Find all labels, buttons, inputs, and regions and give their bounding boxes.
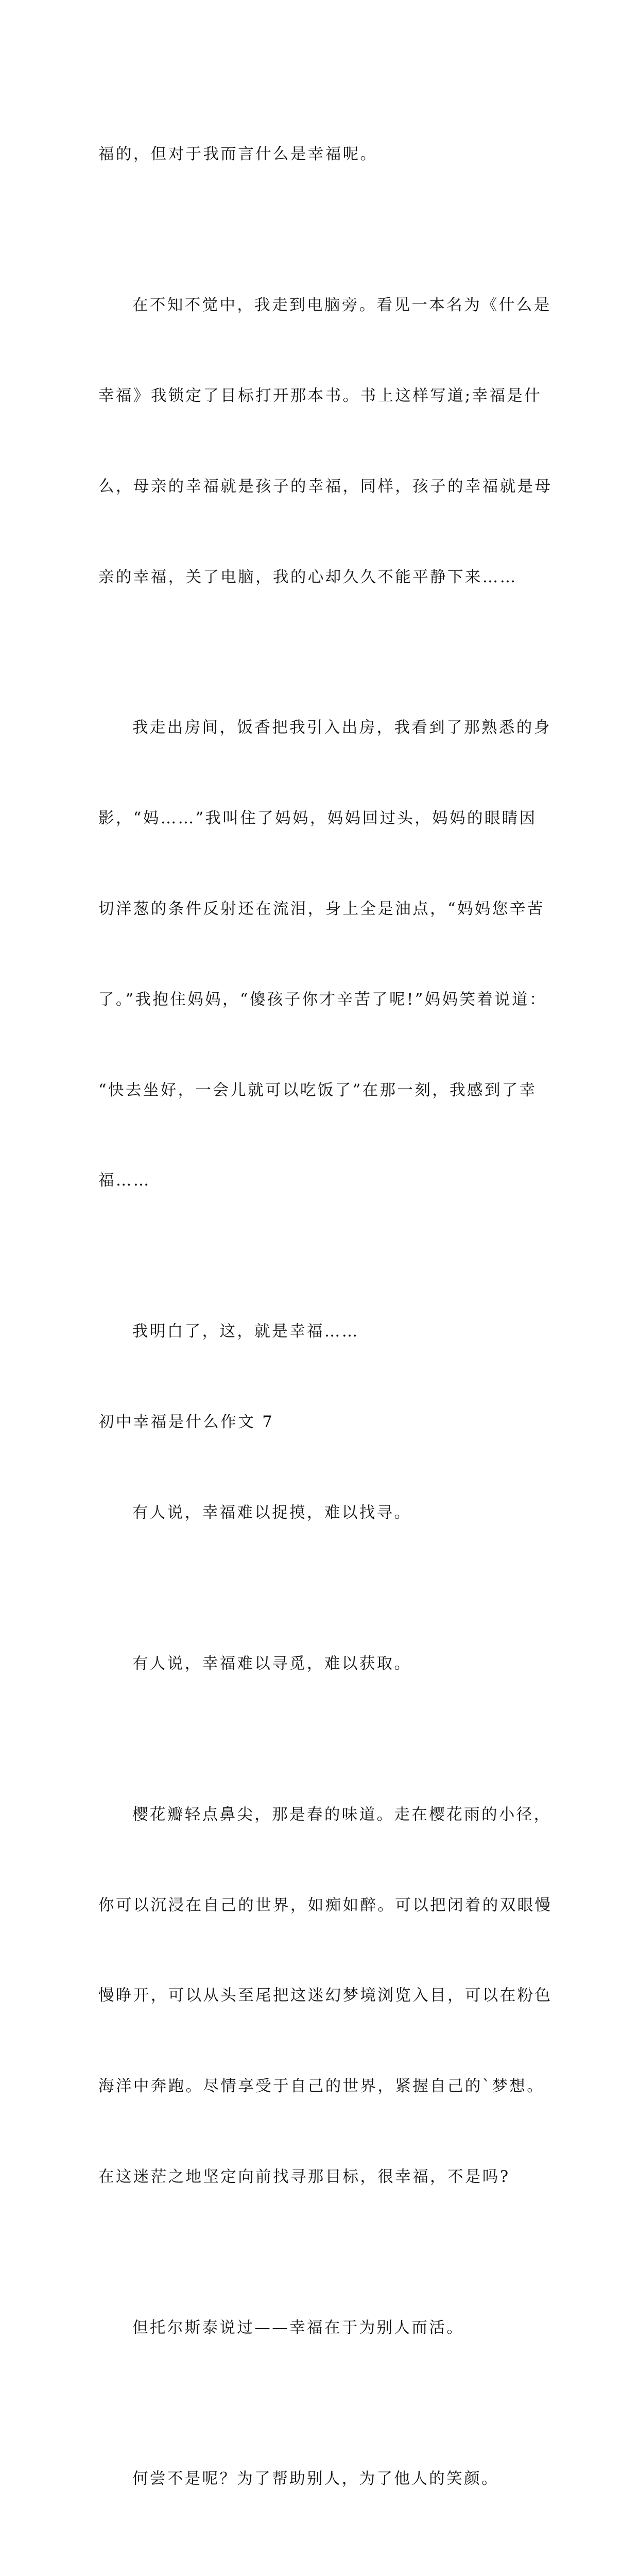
paragraph (98, 1257, 562, 1408)
text-line: 樱花瓣轻点鼻尖，那是春的味道。走在樱花雨的小径， (132, 1805, 551, 1824)
text-line: 我走出房间，饭香把我引入出房，我看到了那熟悉的身 (132, 719, 551, 737)
text-line: “快去坐好，一会儿就可以吃饭了”在那一刻，我感到了幸 (98, 1081, 537, 1099)
text-line: 你可以沉浸在自己的世界，如痴如醉。可以把闭着的双眼慢 (98, 1896, 552, 1914)
document-page (98, 79, 562, 2576)
heading-text: 初中幸福是什么作文 7 (98, 1413, 274, 1432)
text-line: 何尝不是呢？为了帮助别人，为了他人的笑颜。 (132, 2469, 499, 2488)
text-line: 么，母亲的幸福就是孩子的幸福，同样，孩子的幸福就是母 (98, 477, 552, 496)
text-line: 但托尔斯泰说过——幸福在于为别人而活。 (132, 2318, 464, 2337)
text-line: 福…… (98, 1172, 151, 1190)
text-line: 我明白了，这，就是幸福…… (132, 1323, 359, 1341)
section-heading (98, 1408, 562, 1438)
paragraph (98, 2253, 562, 2404)
text-line: 了。”我抱住妈妈，“傻孩子你才辛苦了呢!”妈妈笑着说道： (98, 990, 547, 1009)
text-line: 福的，但对于我而言什么是幸福呢。 (98, 145, 378, 164)
paragraph (98, 2404, 562, 2555)
paragraph (98, 79, 562, 230)
paragraph (98, 2555, 562, 2576)
paragraph (98, 1589, 562, 1740)
text-line: 在不知不觉中，我走到电脑旁。看见一本名为《什么是 (132, 296, 551, 315)
text-line: 幸福》我锁定了目标打开那本书。书上这样写道;幸福是什 (98, 386, 542, 405)
paragraph (98, 653, 562, 1257)
text-line: 慢睁开，可以从头至尾把这迷幻梦境浏览入目，可以在粉色 (98, 1987, 552, 2005)
text-line: 影，“妈……”我叫住了妈妈，妈妈回过头，妈妈的眼睛因 (98, 809, 537, 828)
text-line: 有人说，幸福难以捉摸，难以找寻。 (132, 1503, 412, 1522)
text-line: 在这迷茫之地坚定向前找寻那目标，很幸福，不是吗? (98, 2167, 510, 2186)
text-line: 切洋葱的条件反射还在流泪，身上全是油点，“妈妈您辛苦 (98, 900, 545, 919)
paragraph (98, 230, 562, 653)
paragraph (98, 1438, 562, 1589)
text-line: 海洋中奔跑。尽情享受于自己的世界，紧握自己的`梦想。 (98, 2077, 545, 2096)
text-line: 亲的幸福，关了电脑，我的心却久久不能平静下来…… (98, 568, 517, 586)
text-line: 有人说，幸福难以寻觅，难以获取。 (132, 1654, 412, 1673)
paragraph (98, 1740, 562, 2253)
